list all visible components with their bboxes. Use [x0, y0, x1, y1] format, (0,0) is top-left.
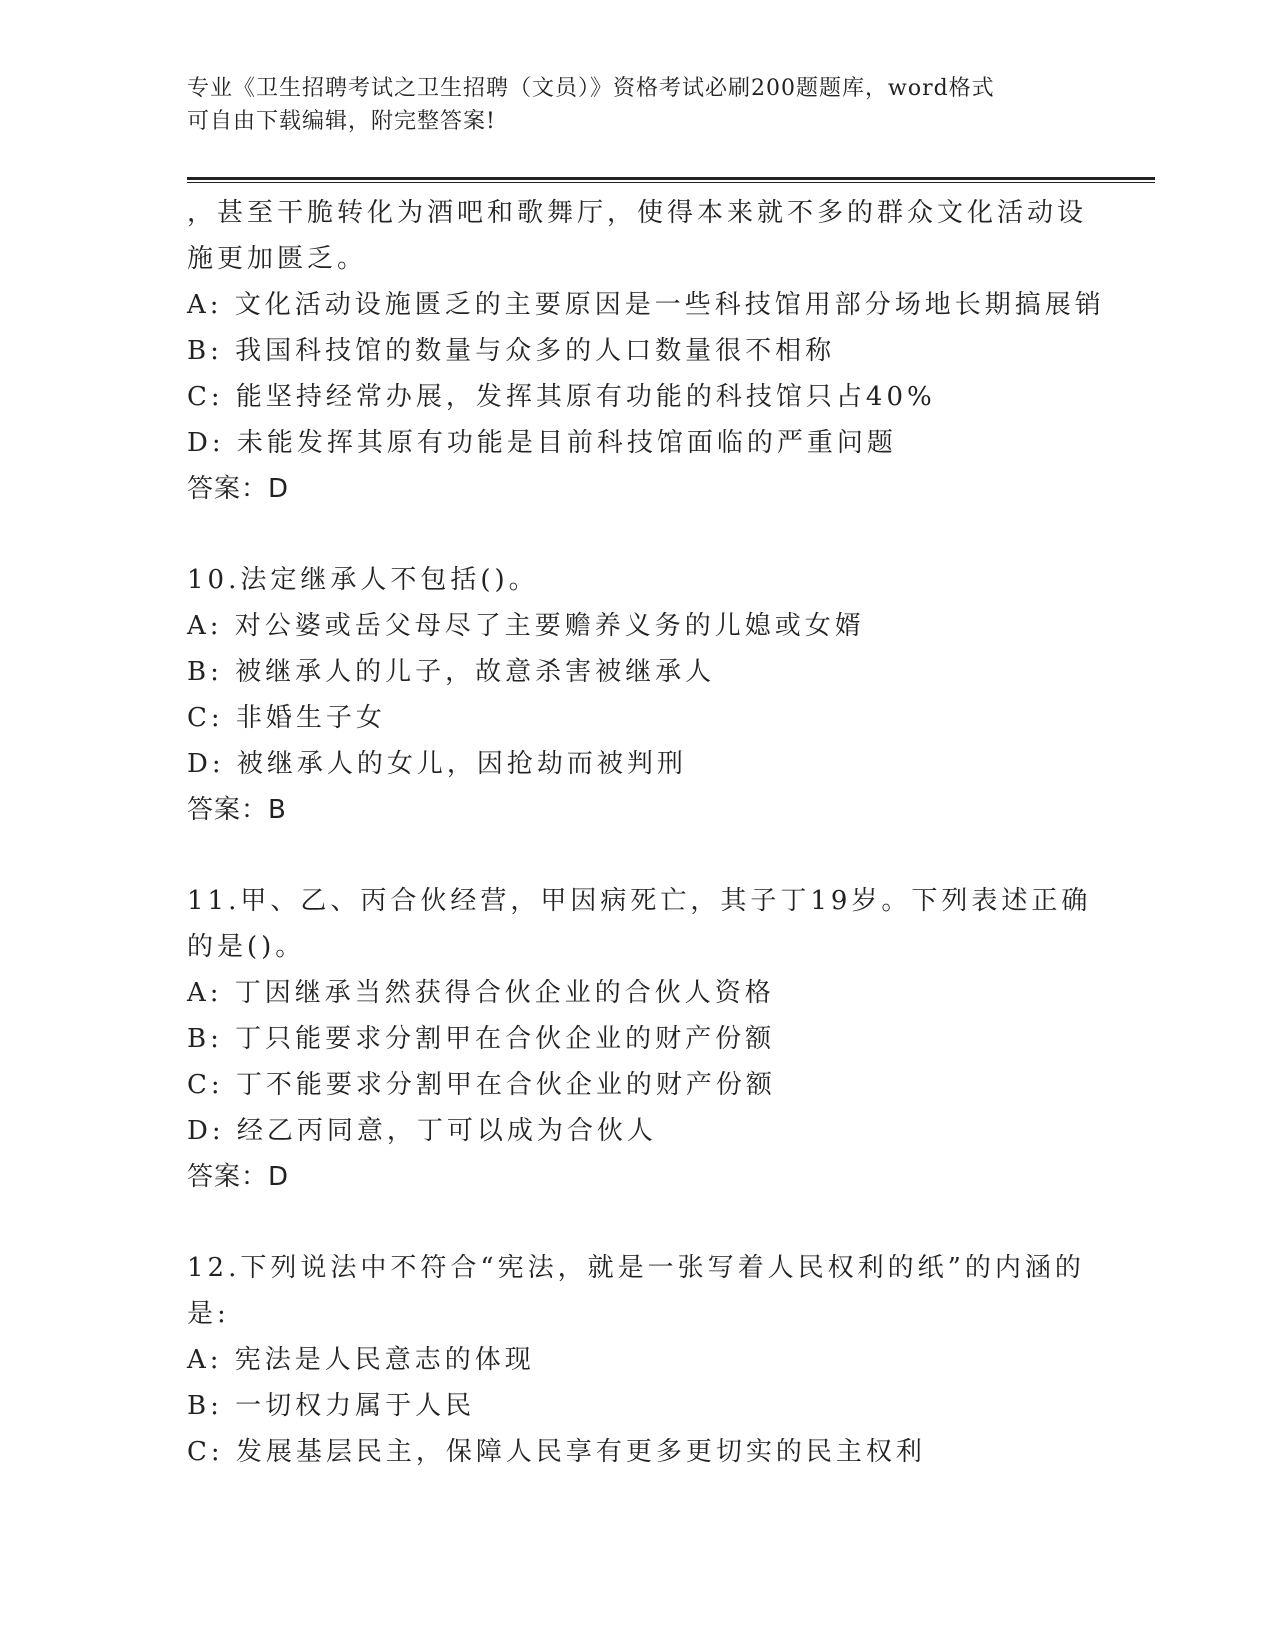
- answer-line: 答案：D: [187, 474, 290, 504]
- option-d: D: 经乙丙同意，丁可以成为合伙人: [187, 1116, 657, 1146]
- answer-line: 答案：B: [187, 795, 287, 825]
- question-text-line: ，甚至干脆转化为酒吧和歌舞厅，使得本来就不多的群众文化活动设: [187, 198, 1088, 228]
- question-12: [187, 1245, 1087, 1475]
- option-a: A: 宪法是人民意志的体现: [187, 1345, 535, 1375]
- option-d: D: 被继承人的女儿，因抢劫而被判刑: [187, 749, 687, 779]
- option-c: C: 发展基层民主，保障人民享有更多更切实的民主权利: [187, 1437, 926, 1467]
- option-d: D: 未能发挥其原有功能是目前科技馆面临的严重问题: [187, 428, 897, 458]
- option-b: B: 丁只能要求分割甲在合伙企业的财产份额: [187, 1024, 776, 1054]
- question-text-line: 的是()。: [187, 932, 306, 962]
- option-c: C: 丁不能要求分割甲在合伙企业的财产份额: [187, 1070, 776, 1100]
- question-text-line: 10.法定继承人不包括()。: [187, 565, 539, 595]
- answer-line: 答案：D: [187, 1162, 290, 1192]
- question-9-continuation: [187, 190, 1105, 512]
- question-text-line: 是:: [187, 1299, 230, 1329]
- option-b: B: 被继承人的儿子，故意杀害被继承人: [187, 657, 716, 687]
- option-a: A: 文化活动设施匮乏的主要原因是一些科技馆用部分场地长期搞展销: [187, 290, 1105, 320]
- header-title-line-2: 可自由下载编辑，附完整答案!: [187, 109, 496, 134]
- option-b: B: 一切权力属于人民: [187, 1391, 476, 1421]
- question-10: [187, 557, 1087, 833]
- question-content: [187, 190, 1105, 1475]
- option-b: B: 我国科技馆的数量与众多的人口数量很不相称: [187, 336, 836, 366]
- question-11: [187, 878, 1092, 1200]
- option-a: A: 丁因继承当然获得合伙企业的合伙人资格: [187, 978, 775, 1008]
- question-text-line: 施更加匮乏。: [187, 244, 368, 274]
- question-text-line: 12.下列说法中不符合“宪法，就是一张写着人民权利的纸”的内涵的: [187, 1253, 1085, 1283]
- option-a: A: 对公婆或岳父母尽了主要赡养义务的儿媳或女婿: [187, 611, 865, 641]
- header-divider-thick: [187, 177, 1155, 180]
- option-c: C: 非婚生子女: [187, 703, 386, 733]
- document-header: [187, 72, 1087, 138]
- question-text-line: 11.甲、乙、丙合伙经营，甲因病死亡，其子丁19岁。下列表述正确: [187, 886, 1092, 916]
- header-divider-thin: [187, 182, 1155, 183]
- option-c: C: 能坚持经常办展，发挥其原有功能的科技馆只占40%: [187, 382, 936, 412]
- header-title-line-1: 专业《卫生招聘考试之卫生招聘（文员）》资格考试必刷200题题库，word格式: [187, 76, 995, 101]
